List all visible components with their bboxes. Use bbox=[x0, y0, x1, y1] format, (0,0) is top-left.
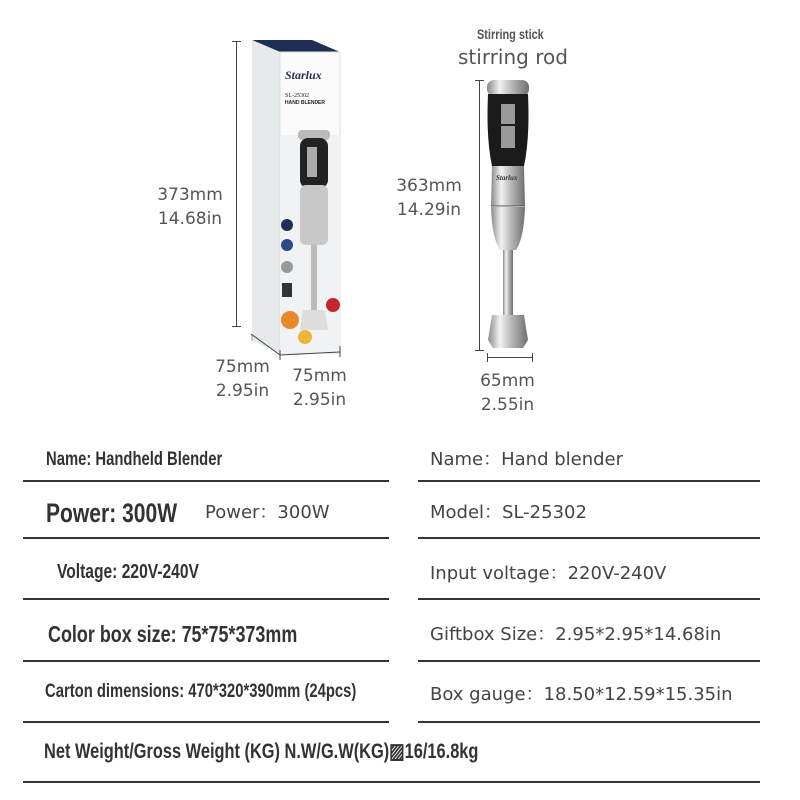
table-divider bbox=[23, 721, 389, 723]
table-divider bbox=[418, 480, 760, 482]
spec-weight: Net Weight/Gross Weight (KG) N.W/G.W(KG)▨16/16.8kg bbox=[44, 740, 479, 763]
spec-power-light: Power：300W bbox=[205, 502, 330, 523]
dimension-tick bbox=[487, 353, 488, 362]
hand-blender-image bbox=[480, 78, 540, 353]
spec-input-voltage: Input voltage：220V-240V bbox=[430, 563, 667, 584]
table-divider bbox=[23, 781, 760, 783]
table-divider bbox=[23, 660, 389, 662]
blender-height-mm: 363mm bbox=[396, 176, 462, 196]
blender-brand-logo: Starlux bbox=[496, 174, 518, 182]
table-divider bbox=[418, 660, 760, 662]
spec-carton-dimensions: Carton dimensions: 470*320*390mm (24pcs) bbox=[45, 681, 357, 702]
dimension-tick bbox=[232, 41, 241, 42]
table-divider bbox=[23, 537, 389, 539]
spec-name-left: Name: Handheld Blender bbox=[46, 449, 223, 470]
stirring-stick-label: Stirring stick bbox=[477, 26, 544, 42]
stirring-rod-label: stirring rod bbox=[458, 45, 568, 69]
box-depth-label bbox=[205, 355, 280, 403]
blender-height-label bbox=[390, 174, 468, 222]
gift-box-image bbox=[245, 35, 355, 365]
blender-width-in: 2.55in bbox=[480, 395, 535, 415]
spec-giftbox-size: Giftbox Size：2.95*2.95*14.68in bbox=[430, 624, 722, 645]
box-depth-mm: 75mm bbox=[215, 357, 270, 377]
box-depth-in: 2.95in bbox=[215, 381, 270, 401]
blender-width-label bbox=[470, 369, 545, 417]
table-divider bbox=[23, 480, 389, 482]
dimension-tick bbox=[532, 353, 533, 362]
box-height-in: 14.68in bbox=[157, 209, 223, 229]
table-divider bbox=[23, 598, 389, 600]
spec-voltage: Voltage: 220V-240V bbox=[57, 561, 199, 583]
svg-text:SL-25302: SL-25302 bbox=[285, 93, 309, 99]
spec-box-gauge: Box gauge：18.50*12.59*15.35in bbox=[430, 684, 733, 705]
table-divider bbox=[418, 721, 760, 723]
table-divider bbox=[418, 598, 760, 600]
spec-name-right: Name：Hand blender bbox=[430, 449, 624, 470]
spec-color-box-size: Color box size: 75*75*373mm bbox=[48, 621, 298, 647]
box-width-label bbox=[282, 364, 357, 412]
dimension-tick bbox=[232, 326, 241, 327]
box-width-mm: 75mm bbox=[292, 366, 347, 386]
box-brand-logo: Starlux bbox=[285, 68, 322, 82]
box-height-label bbox=[150, 183, 230, 231]
box-width-in: 2.95in bbox=[292, 390, 347, 410]
box-height-dimension-line bbox=[236, 41, 237, 327]
box-height-mm: 373mm bbox=[157, 185, 223, 205]
table-divider bbox=[418, 537, 760, 539]
blender-width-mm: 65mm bbox=[480, 371, 535, 391]
svg-text:HAND BLENDER: HAND BLENDER bbox=[285, 100, 325, 106]
spec-model: Model：SL-25302 bbox=[430, 502, 587, 523]
spec-power-bold: Power: 300W bbox=[46, 498, 178, 528]
blender-width-dimension-line bbox=[487, 357, 533, 358]
blender-height-in: 14.29in bbox=[396, 200, 462, 220]
